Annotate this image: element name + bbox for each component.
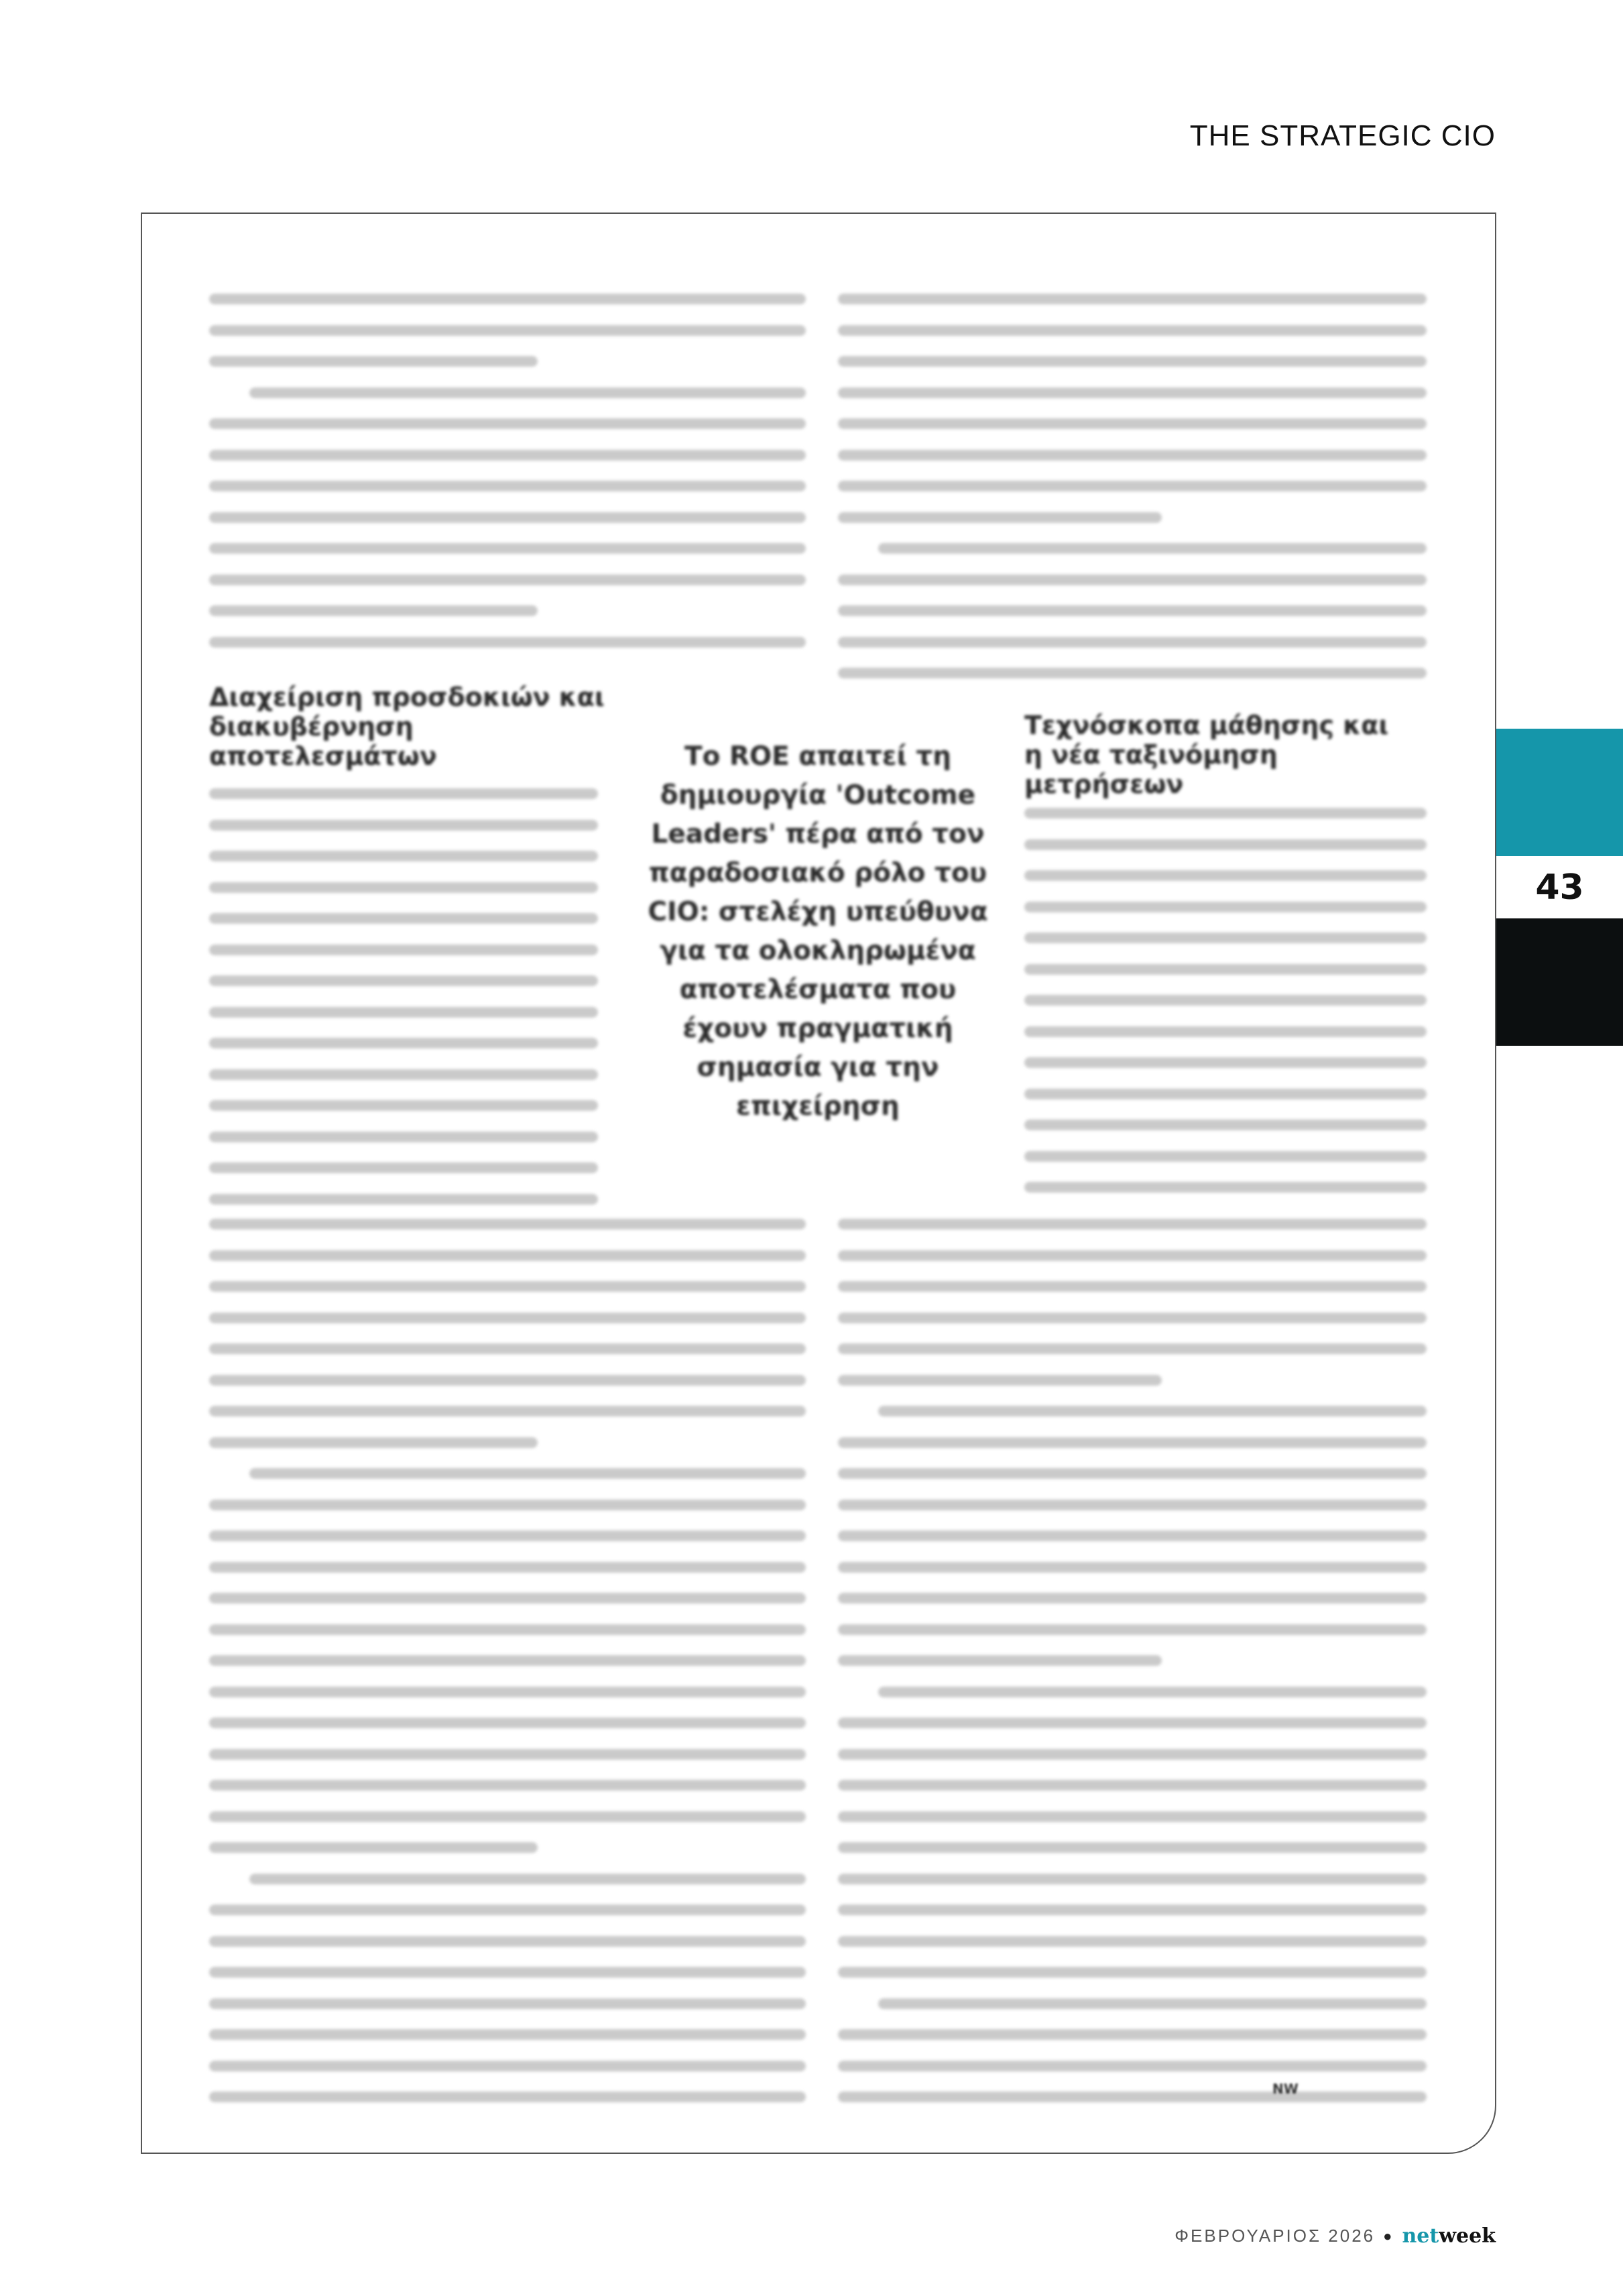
text-line (838, 1624, 1427, 1635)
text-line (209, 1313, 806, 1323)
separator-dot: ● (1383, 2227, 1394, 2244)
text-line (838, 2092, 1427, 2102)
accent-tab (1496, 729, 1623, 856)
text-line (209, 1655, 806, 1666)
text-line (209, 1375, 806, 1386)
text-line (1024, 1182, 1427, 1193)
text-line (209, 294, 806, 304)
text-line (1024, 1026, 1427, 1037)
text-line (838, 450, 1427, 461)
text-line (209, 2061, 806, 2071)
text-line (838, 1313, 1427, 1323)
text-line (209, 1250, 806, 1261)
text-line (209, 325, 806, 336)
page-number: 43 (1535, 867, 1584, 908)
text-line (838, 1967, 1427, 1978)
text-line (209, 945, 598, 955)
text-line (209, 481, 806, 491)
issue-date: ΦΕΒΡΟΥΑΡΙΟΣ 2026 (1175, 2226, 1376, 2246)
text-line (209, 512, 806, 523)
text-line (209, 1194, 598, 1205)
footer (1175, 2224, 1496, 2248)
text-line (209, 1687, 806, 1697)
text-line (1024, 808, 1427, 819)
text-line (209, 1717, 806, 1728)
text-line (838, 637, 1427, 648)
text-line (838, 1717, 1427, 1728)
text-line (1024, 1120, 1427, 1130)
text-line (838, 1936, 1427, 1947)
text-line (838, 1780, 1427, 1791)
text-line (209, 1281, 806, 1292)
text-line (209, 1007, 598, 1018)
text-line (838, 1250, 1427, 1261)
text-line (838, 1811, 1427, 1822)
text-line (878, 1406, 1427, 1416)
text-line (838, 294, 1427, 304)
text-line (209, 1624, 806, 1635)
text-line (209, 543, 806, 554)
text-line (1024, 995, 1427, 1006)
text-line (209, 1936, 806, 1947)
text-line (209, 2092, 806, 2102)
subheading-right: Τεχνόσκοπα μάθησης και η νέα ταξινόμηση μετρήσεων (1024, 711, 1389, 799)
text-line (838, 1219, 1427, 1229)
text-line (838, 387, 1427, 398)
text-line (838, 605, 1427, 616)
text-line (838, 1842, 1427, 1853)
text-line (209, 913, 598, 924)
text-line (249, 387, 806, 398)
text-line (209, 356, 538, 367)
text-line (209, 851, 598, 861)
section-title: THE STRATEGIC CIO (1189, 119, 1496, 152)
text-line (209, 1530, 806, 1541)
text-line (838, 2061, 1427, 2071)
text-line (209, 1162, 598, 1173)
text-line (838, 481, 1427, 491)
text-line (838, 325, 1427, 336)
text-line (838, 1500, 1427, 1510)
text-line (1024, 870, 1427, 881)
brand-logo: netweek (1402, 2224, 1496, 2248)
text-line (1024, 1151, 1427, 1162)
text-line (209, 975, 598, 986)
text-line (1024, 932, 1427, 943)
text-line (838, 1655, 1162, 1666)
text-line (249, 1874, 806, 1884)
text-line (209, 1780, 806, 1791)
text-line (838, 1468, 1427, 1479)
text-line (209, 1219, 806, 1229)
text-line (209, 1132, 598, 1142)
text-line (209, 450, 806, 461)
text-line (209, 1967, 806, 1978)
text-line (249, 1468, 806, 1479)
text-line (878, 543, 1427, 554)
text-line (838, 1281, 1427, 1292)
text-line (209, 1100, 598, 1111)
text-line (838, 512, 1162, 523)
text-line (838, 1593, 1427, 1604)
text-line (209, 418, 806, 429)
text-line (209, 788, 598, 799)
text-line (1024, 1057, 1427, 1068)
text-line (1024, 964, 1427, 975)
text-line (209, 1500, 806, 1510)
text-line (209, 637, 806, 648)
text-line (209, 1406, 806, 1416)
text-line (209, 1905, 806, 1915)
text-line (209, 1998, 806, 2009)
text-line (838, 1874, 1427, 1884)
text-line (209, 1069, 598, 1080)
text-line (838, 1530, 1427, 1541)
text-line (209, 605, 538, 616)
text-line (838, 1749, 1427, 1760)
text-line (838, 2029, 1427, 2040)
text-line (838, 1905, 1427, 1915)
dark-tab (1496, 918, 1623, 1046)
text-line (209, 1343, 806, 1354)
text-line (838, 668, 1427, 678)
text-line (838, 356, 1427, 367)
text-line (838, 1375, 1162, 1386)
text-line (209, 1593, 806, 1604)
text-line (209, 820, 598, 831)
text-line (209, 1437, 538, 1448)
text-line (209, 1842, 538, 1853)
text-line (878, 1687, 1427, 1697)
text-line (209, 1038, 598, 1048)
text-line (1024, 1089, 1427, 1099)
end-mark: NW (1272, 2081, 1299, 2097)
text-line (838, 418, 1427, 429)
text-line (838, 575, 1427, 585)
text-line (209, 882, 598, 893)
pull-quote: Το ROE απαιτεί τη δημιουργία 'Outcome Leaders' πέρα από τον παραδοσιακό ρόλο του CIO: στελέχη υπεύθυνα για τα ολοκληρωμένα αποτελέσματα που έχουν πραγματική σημασία για την επιχείρηση (648, 741, 988, 1122)
text-line (209, 2029, 806, 2040)
subheading-left: Διαχείριση προσδοκιών και διακυβέρνηση αποτελεσμάτων (209, 682, 605, 771)
text-line (209, 1811, 806, 1822)
text-line (838, 1343, 1427, 1354)
text-line (878, 1998, 1427, 2009)
text-line (838, 1437, 1427, 1448)
text-line (1024, 839, 1427, 850)
text-line (209, 1749, 806, 1760)
text-line (209, 575, 806, 585)
text-line (838, 1562, 1427, 1573)
text-line (209, 1562, 806, 1573)
text-line (1024, 902, 1427, 912)
